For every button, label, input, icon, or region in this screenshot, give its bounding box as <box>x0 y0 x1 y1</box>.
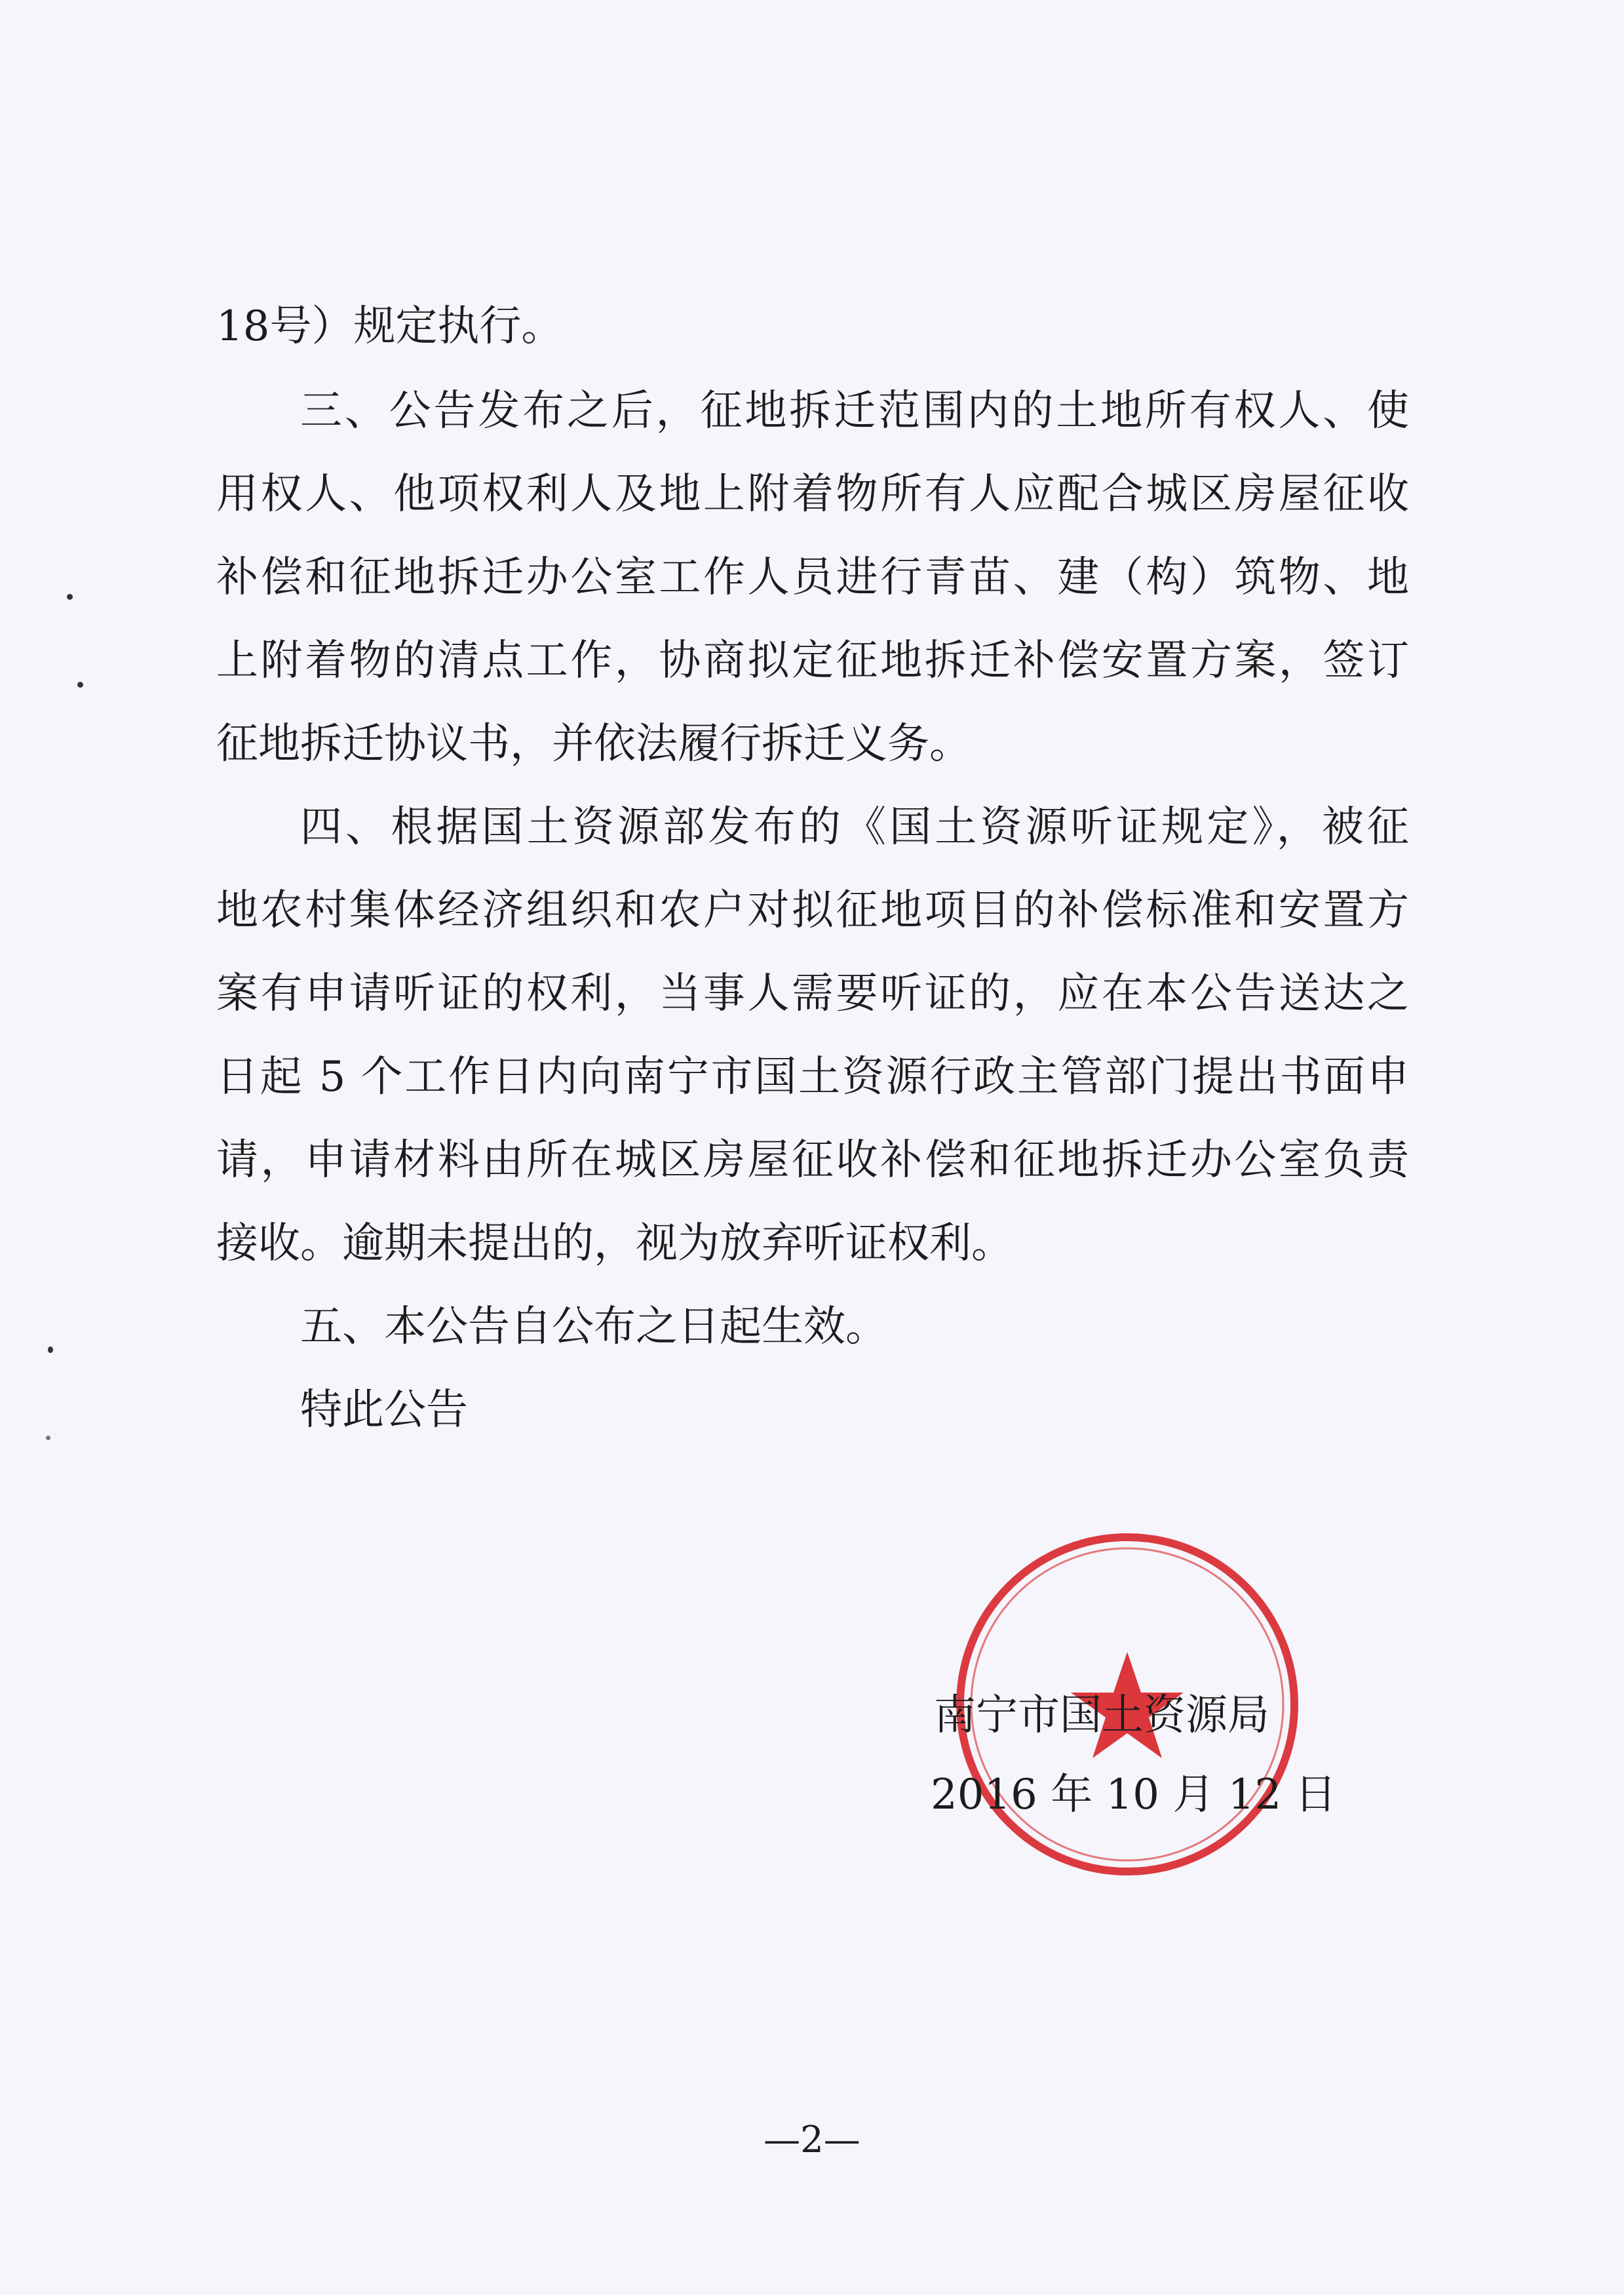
paragraph-3-line-1: 三、公告发布之后，征地拆迁范围内的土地所有权人、使 <box>300 387 1409 435</box>
paragraph-3-line-5: 征地拆迁协议书，并依法履行拆迁义务。 <box>216 720 971 768</box>
page-number: —2— <box>764 2119 860 2161</box>
body-line-1: 18号）规定执行。 <box>216 302 564 351</box>
paragraph-3-line-3: 补偿和征地拆迁办公室工作人员进行青苗、建（构）筑物、地 <box>216 553 1409 602</box>
paragraph-4-line-5: 请，申请材料由所在城区房屋征收补偿和征地拆迁办公室负责 <box>216 1136 1409 1185</box>
scan-speck <box>48 1346 53 1353</box>
issuing-organization: 南宁市国土资源局 <box>934 1691 1269 1740</box>
paragraph-4-line-3: 案有申请听证的权利，当事人需要听证的，应在本公告送达之 <box>216 970 1409 1018</box>
scan-speck <box>67 594 73 600</box>
paragraph-4-line-1: 四、根据国土资源部发布的《国土资源听证规定》，被征 <box>300 803 1409 852</box>
paragraph-3-line-2: 用权人、他项权利人及地上附着物所有人应配合城区房屋征收 <box>216 470 1409 519</box>
paragraph-4-line-4: 日起 5 个工作日内向南宁市国土资源行政主管部门提出书面申 <box>216 1053 1409 1101</box>
scan-speck <box>46 1436 50 1440</box>
closing-phrase: 特此公告 <box>300 1386 468 1434</box>
paragraph-4-line-6: 接收。逾期未提出的，视为放弃听证权利。 <box>216 1219 1013 1268</box>
paragraph-4-line-2: 地农村集体经济组织和农户对拟征地项目的补偿标准和安置方 <box>216 886 1409 935</box>
paragraph-5-line-1: 五、本公告自公布之日起生效。 <box>300 1303 887 1351</box>
scan-speck <box>77 682 83 688</box>
issue-date: 2016 年 10 月 12 日 <box>931 1771 1337 1819</box>
paragraph-3-line-4: 上附着物的清点工作，协商拟定征地拆迁补偿安置方案，签订 <box>216 637 1409 685</box>
